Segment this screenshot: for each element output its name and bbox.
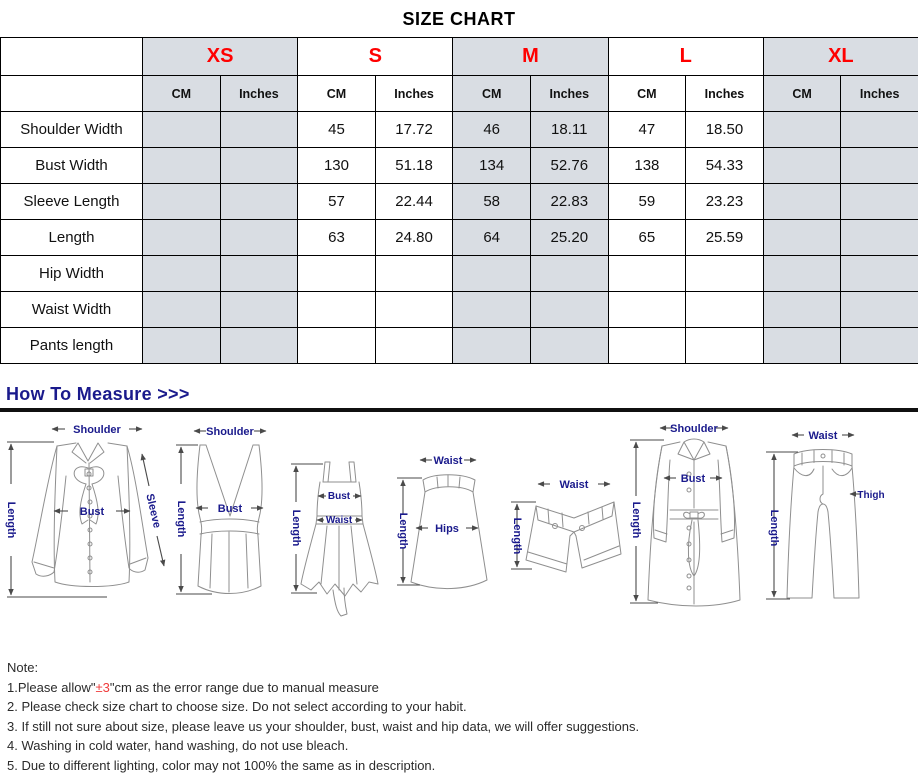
pants-figure <box>756 422 886 620</box>
table-cell: 64 <box>453 220 531 256</box>
table-cell <box>686 256 764 292</box>
table-cell <box>220 292 298 328</box>
table-cell <box>608 328 686 364</box>
tank-top-bust-label: Bust <box>218 503 243 515</box>
table-cell <box>298 256 376 292</box>
table-row <box>1 184 918 220</box>
size-header-m: M <box>453 38 608 76</box>
table-cell <box>608 256 686 292</box>
table-cell <box>841 112 918 148</box>
table-cell <box>143 112 221 148</box>
row-label: Sleeve Length <box>1 184 143 220</box>
notes-section <box>0 650 918 775</box>
skirt-length-label: Length <box>397 513 409 550</box>
row-label: Pants length <box>1 328 143 364</box>
table-row <box>1 220 918 256</box>
unit-header: CM <box>763 76 841 112</box>
table-cell <box>763 148 841 184</box>
notes-heading: Note: <box>7 658 918 678</box>
table-cell: 59 <box>608 184 686 220</box>
note-text-part: "cm as the error range due to manual measure <box>110 680 379 695</box>
row-label: Shoulder Width <box>1 112 143 148</box>
shorts-figure <box>502 452 624 650</box>
table-row <box>1 292 918 328</box>
pants-waist-label: Waist <box>809 430 838 442</box>
note-highlight: ±3 <box>95 680 109 695</box>
table-cell <box>375 292 453 328</box>
tank-top-drawing <box>197 445 262 594</box>
dress-figure <box>287 432 392 630</box>
table-cell: 18.50 <box>686 112 764 148</box>
note-line: 3. If still not sure about size, please leave us your shoulder, bust, waist and hip data, we will offer suggestions. <box>7 717 918 737</box>
size-header-row <box>1 38 918 76</box>
coat-length-label: Length <box>630 502 642 539</box>
skirt-figure <box>392 436 502 634</box>
row-label: Waist Width <box>1 292 143 328</box>
unit-header: Inches <box>841 76 918 112</box>
blouse-shoulder-label: Shoulder <box>73 424 121 436</box>
table-cell: 24.80 <box>375 220 453 256</box>
page-title: SIZE CHART <box>0 0 918 37</box>
table-cell <box>143 184 221 220</box>
table-cell: 54.33 <box>686 148 764 184</box>
unit-header: CM <box>298 76 376 112</box>
table-cell <box>143 292 221 328</box>
note-text-part: 1.Please allow" <box>7 680 95 695</box>
table-cell <box>298 328 376 364</box>
table-cell <box>143 220 221 256</box>
table-cell <box>763 112 841 148</box>
table-cell <box>530 292 608 328</box>
table-cell <box>220 112 298 148</box>
table-cell <box>841 148 918 184</box>
table-cell <box>220 220 298 256</box>
table-cell: 63 <box>298 220 376 256</box>
table-cell: 130 <box>298 148 376 184</box>
corner-cell <box>1 76 143 112</box>
blouse-figure <box>2 416 172 614</box>
table-cell <box>220 148 298 184</box>
table-cell <box>143 328 221 364</box>
unit-header: CM <box>608 76 686 112</box>
pants-length-label: Length <box>768 510 780 547</box>
table-cell: 25.20 <box>530 220 608 256</box>
table-cell: 25.59 <box>686 220 764 256</box>
table-cell: 22.83 <box>530 184 608 220</box>
unit-header: CM <box>143 76 221 112</box>
dress-bust-label: Bust <box>328 491 351 502</box>
shorts-dimension-lines <box>511 484 610 569</box>
unit-header-row <box>1 76 918 112</box>
dress-length-label: Length <box>290 510 302 547</box>
note-line: 5. Due to different lighting, color may not 100% the same as in description. <box>7 756 918 775</box>
table-cell <box>763 220 841 256</box>
skirt-hips-label: Hips <box>435 523 459 535</box>
table-cell <box>375 328 453 364</box>
row-label: Length <box>1 220 143 256</box>
coat-drawing <box>648 439 740 606</box>
table-cell <box>375 256 453 292</box>
pants-drawing <box>787 450 859 599</box>
size-header-xl: XL <box>763 38 918 76</box>
table-cell <box>763 328 841 364</box>
size-header-s: S <box>298 38 453 76</box>
table-cell: 65 <box>608 220 686 256</box>
table-cell <box>763 256 841 292</box>
table-cell: 18.11 <box>530 112 608 148</box>
measure-figures <box>0 412 918 650</box>
unit-header: Inches <box>220 76 298 112</box>
table-cell: 52.76 <box>530 148 608 184</box>
shorts-length-label: Length <box>511 518 523 555</box>
table-cell <box>763 292 841 328</box>
table-cell <box>608 292 686 328</box>
row-label: Hip Width <box>1 256 143 292</box>
blouse-sleeve-label: Sleeve <box>143 493 163 530</box>
tank-top-figure <box>172 418 287 616</box>
table-cell <box>453 328 531 364</box>
unit-header: CM <box>453 76 531 112</box>
table-cell: 138 <box>608 148 686 184</box>
table-cell: 17.72 <box>375 112 453 148</box>
table-cell: 58 <box>453 184 531 220</box>
table-cell <box>686 328 764 364</box>
coat-shoulder-label: Shoulder <box>670 423 718 435</box>
row-label: Bust Width <box>1 148 143 184</box>
table-cell <box>686 292 764 328</box>
unit-header: Inches <box>686 76 764 112</box>
how-to-measure-heading: How To Measure >>> <box>6 384 918 405</box>
pants-thigh-label: Thigh <box>857 490 884 501</box>
table-row <box>1 328 918 364</box>
table-cell <box>841 328 918 364</box>
table-cell <box>143 256 221 292</box>
blouse-length-label: Length <box>5 502 17 539</box>
table-cell: 51.18 <box>375 148 453 184</box>
table-cell <box>220 328 298 364</box>
blouse-bust-label: Bust <box>80 506 105 518</box>
table-cell: 46 <box>453 112 531 148</box>
table-cell <box>220 256 298 292</box>
skirt-waist-label: Waist <box>434 455 463 467</box>
table-cell <box>841 292 918 328</box>
dress-waist-label: Waist <box>326 515 353 526</box>
table-cell <box>453 292 531 328</box>
size-header-l: L <box>608 38 763 76</box>
table-cell: 57 <box>298 184 376 220</box>
table-cell <box>220 184 298 220</box>
tank-top-length-label: Length <box>175 501 187 538</box>
table-row <box>1 148 918 184</box>
table-cell <box>841 184 918 220</box>
note-line: 4. Washing in cold water, hand washing, do not use bleach. <box>7 736 918 756</box>
unit-header: Inches <box>530 76 608 112</box>
table-cell: 47 <box>608 112 686 148</box>
table-cell <box>841 220 918 256</box>
table-cell <box>143 148 221 184</box>
table-cell <box>530 256 608 292</box>
shorts-drawing <box>526 502 621 572</box>
note-line: 2. Please check size chart to choose size. Do not select according to your habit. <box>7 697 918 717</box>
table-cell <box>763 184 841 220</box>
table-cell: 22.44 <box>375 184 453 220</box>
tank-top-shoulder-label: Shoulder <box>206 426 254 438</box>
unit-header: Inches <box>375 76 453 112</box>
coat-figure <box>624 416 756 614</box>
size-header-xs: XS <box>143 38 298 76</box>
table-cell <box>530 328 608 364</box>
note-line <box>7 678 918 698</box>
table-cell <box>453 256 531 292</box>
size-table <box>0 37 918 364</box>
shorts-waist-label: Waist <box>560 479 589 491</box>
table-row <box>1 112 918 148</box>
table-cell <box>298 292 376 328</box>
coat-bust-label: Bust <box>681 473 706 485</box>
table-cell: 23.23 <box>686 184 764 220</box>
corner-cell <box>1 38 143 76</box>
table-cell <box>841 256 918 292</box>
table-row <box>1 256 918 292</box>
table-cell: 45 <box>298 112 376 148</box>
table-cell: 134 <box>453 148 531 184</box>
